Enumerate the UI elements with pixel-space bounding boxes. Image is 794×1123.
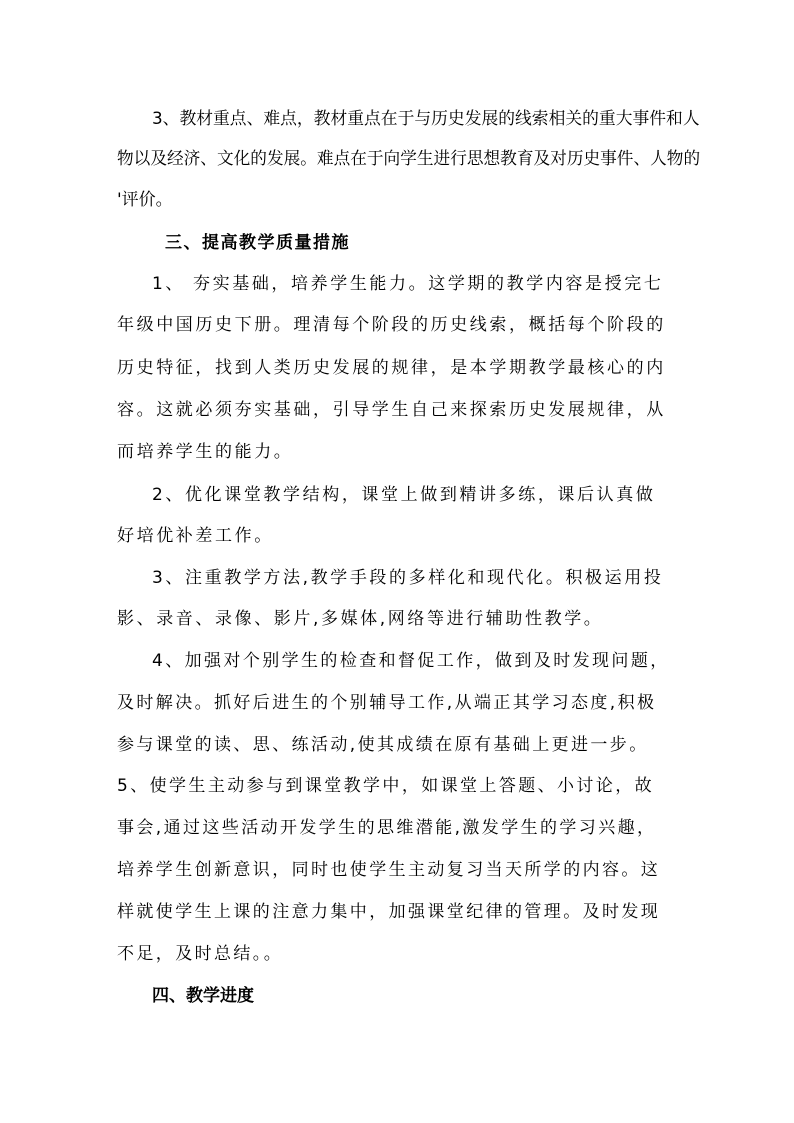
paragraph-line: 5、使学生主动参与到课堂教学中，如课堂上答题、小讨论，故 [117, 776, 655, 796]
section-heading: 三、提高教学质量措施 [165, 233, 350, 253]
paragraph-line: 历史特征，找到人类历史发展的规律，是本学期教学最核心的内 [117, 358, 666, 378]
paragraph-line: 不足，及时总结。。 [117, 944, 284, 964]
paragraph-line: 事会,通过这些活动开发学生的思维潜能,激发学生的学习兴趣， [117, 818, 657, 838]
paragraph-line: 年级中国历史下册。理清每个阶段的历史线索，概括每个阶段的 [117, 315, 666, 335]
section-heading: 四、教学进度 [152, 986, 254, 1006]
paragraph-line: 而培养学生的能力。 [117, 442, 294, 462]
paragraph-line: 及时解决。抓好后进生的个别辅导工作,从端正其学习态度,积极 [117, 693, 657, 713]
paragraph-line: 2、优化课堂教学结构，课堂上做到精讲多练，课后认真做 [152, 485, 656, 505]
paragraph-line: 培养学生创新意识，同时也使学生主动复习当天所学的内容。这 [117, 860, 661, 880]
paragraph-line: 参与课堂的读、思、练活动,使其成绩在原有基础上更进一步。 [117, 735, 649, 755]
paragraph-line: '评价。 [117, 190, 173, 210]
paragraph-line: 4、加强对个别学生的检查和督促工作，做到及时发现问题， [152, 651, 670, 671]
paragraph-line: 3、教材重点、难点，教材重点在于与历史发展的线索相关的重大事件和人 [152, 109, 700, 129]
paragraph-line: 影、录音、录像、影片,多媒体,网络等进行辅助性教学。 [117, 609, 604, 629]
paragraph-line: 样就使学生上课的注意力集中，加强课堂纪律的管理。及时发现 [117, 902, 661, 922]
paragraph-line: 1、 夯实基础，培养学生能力。这学期的教学内容是授完七 [152, 274, 664, 294]
paragraph-line: 物以及经济、文化的发展。难点在于向学生进行思想教育及对历史事件、人物的 [117, 149, 701, 169]
paragraph-line: 好培优补差工作。 [117, 526, 274, 546]
paragraph-line: 3、注重教学方法,教学手段的多样化和现代化。积极运用投 [152, 568, 664, 588]
paragraph-line: 容。这就必须夯实基础，引导学生自己来探索历史发展规律，从 [117, 400, 666, 420]
